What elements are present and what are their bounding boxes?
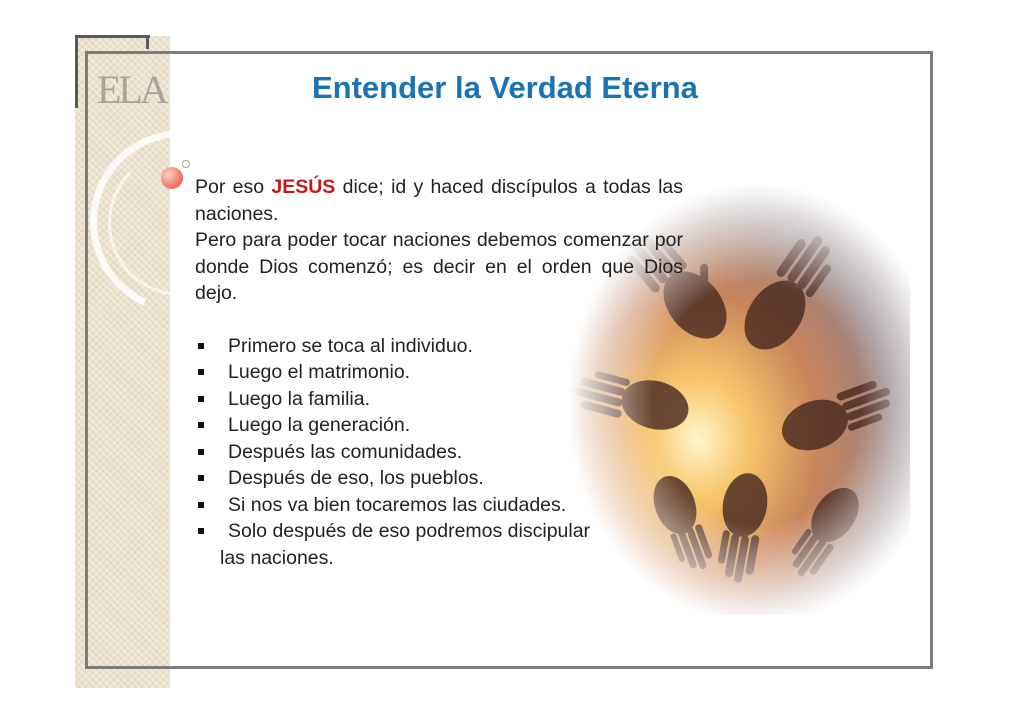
slide-body: [195, 174, 683, 571]
step-item: Después las comunidades.: [195, 439, 683, 466]
ela-logo: ELA: [97, 67, 166, 112]
intro-paragraph-2: Pero para poder tocar naciones debemos comenzar por donde Dios comenzó; es decir en el orden que Dios dejo.: [195, 229, 683, 304]
intro-text-after: dice; id y haced discípulos a todas las naciones.: [195, 176, 684, 225]
last-step-line-1: Solo después de eso podremos discipular: [228, 520, 591, 542]
step-item: Si nos va bien tocaremos las ciudades.: [195, 492, 683, 519]
step-item: Luego el matrimonio.: [195, 359, 683, 386]
step-item: Luego la familia.: [195, 386, 683, 413]
step-item: Después de eso, los pueblos.: [195, 465, 683, 492]
intro-paragraph-1: [195, 174, 683, 227]
steps-list: [195, 333, 683, 572]
pink-orb-bullet-icon: [161, 167, 183, 189]
logo-tick: [146, 35, 149, 49]
slide-title: Entender la Verdad Eterna: [312, 70, 698, 105]
jesus-highlight: JESÚS: [271, 176, 336, 198]
step-item: Primero se toca al individuo.: [195, 333, 683, 360]
last-step-line-2: las naciones.: [220, 546, 334, 569]
spacer: [195, 307, 683, 333]
step-item-last: [195, 518, 683, 571]
step-item: Luego la generación.: [195, 412, 683, 439]
intro-text-before: Por eso: [195, 176, 272, 198]
small-ring-icon: [182, 160, 190, 168]
